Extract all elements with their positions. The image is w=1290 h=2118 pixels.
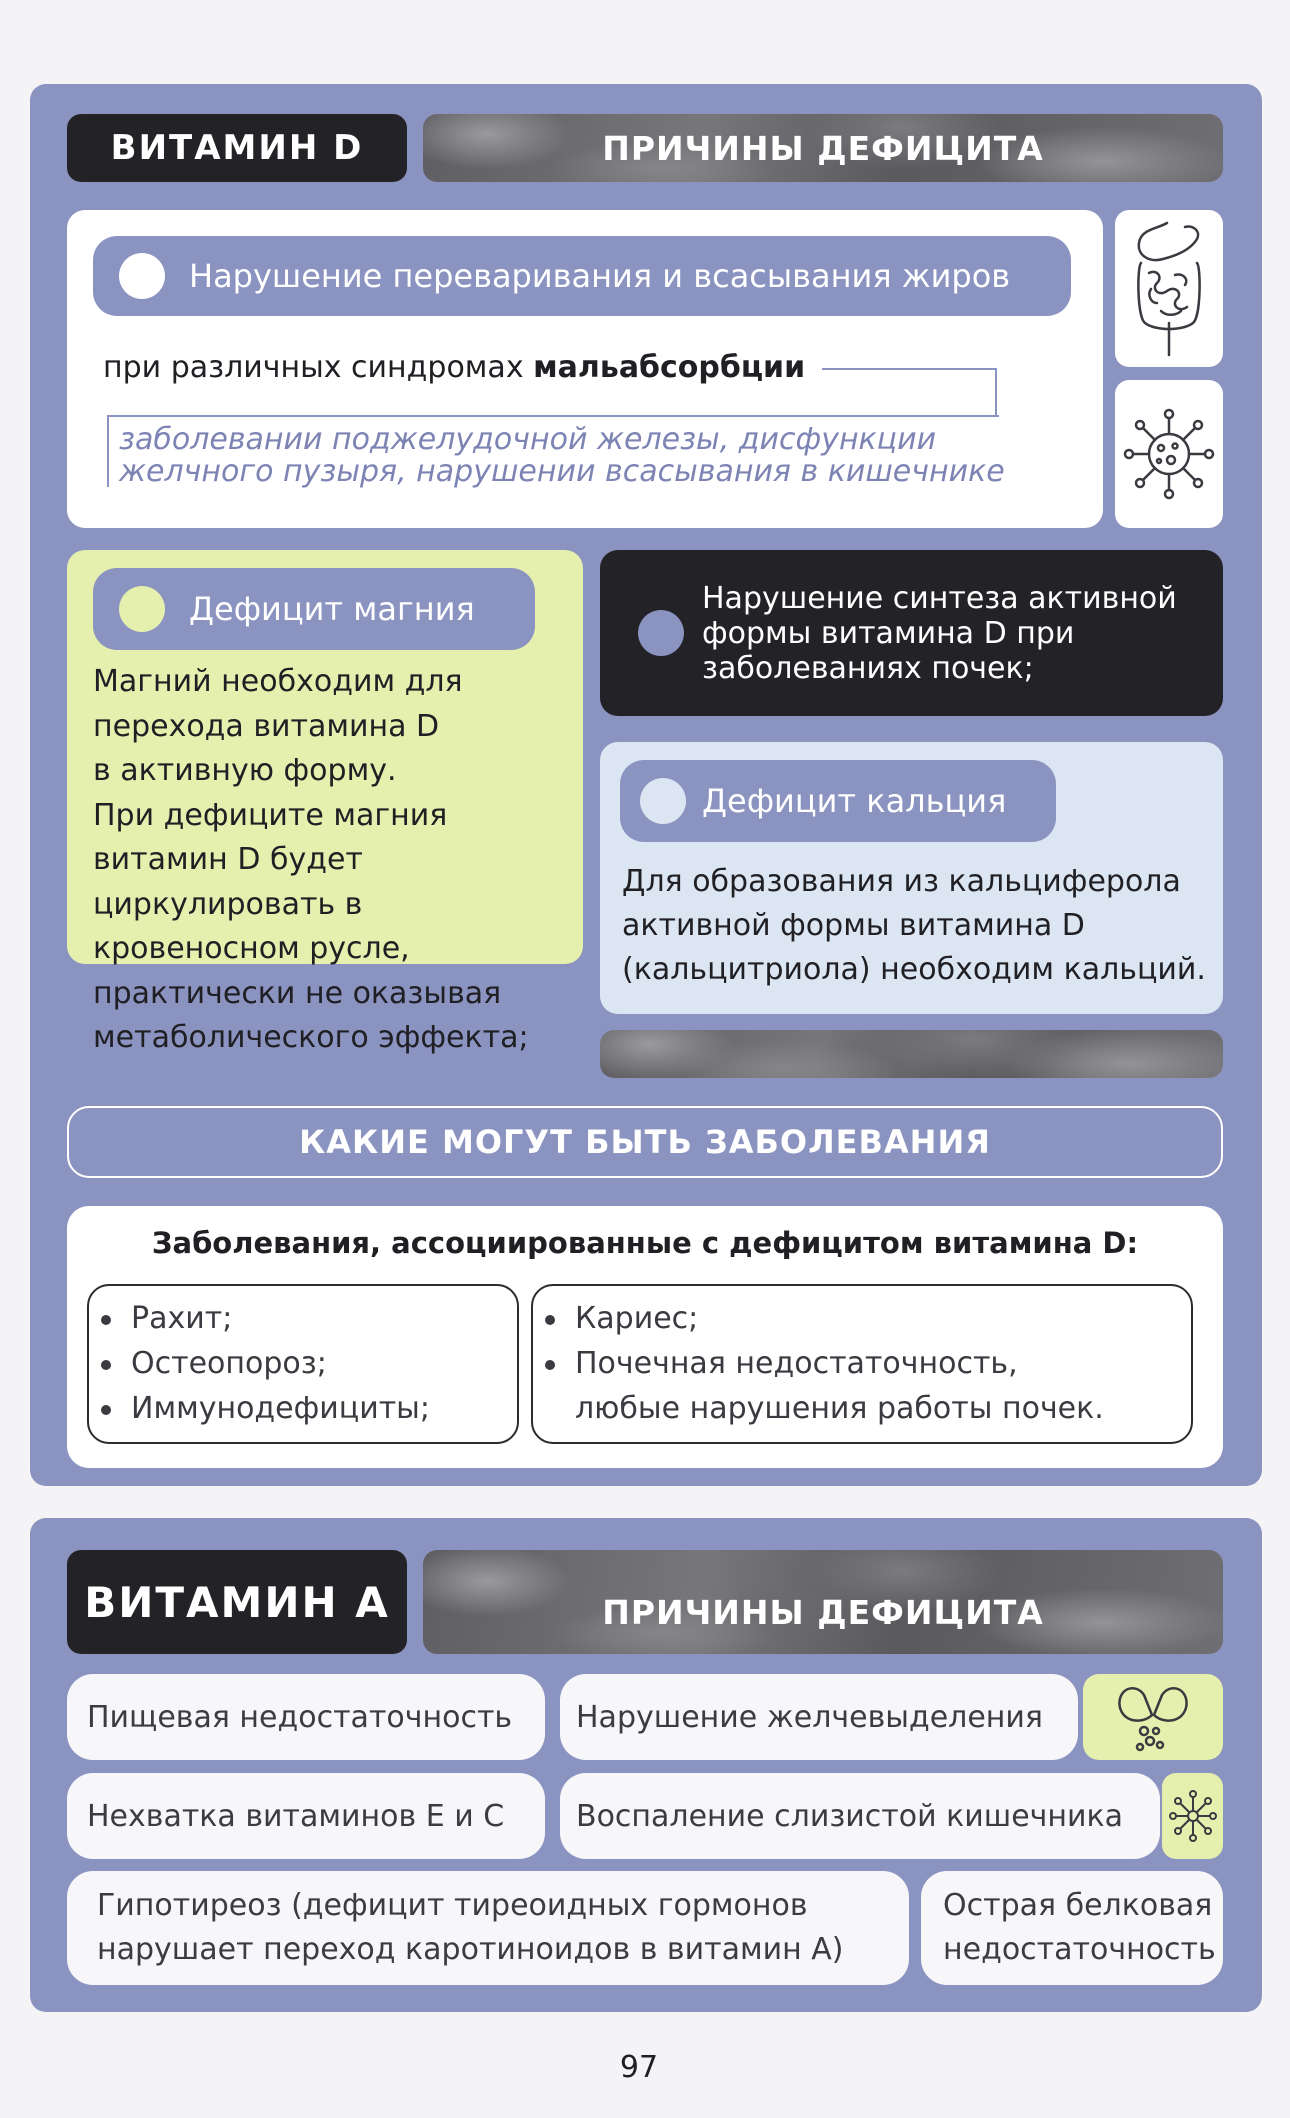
list-item: Остеопороз;: [131, 1341, 517, 1386]
fat-note-line: заболевании поджелудочной железы, дисфункции: [119, 422, 937, 457]
malabsorption-text: при различных синдромах: [103, 350, 534, 385]
magnesium-card: [67, 550, 583, 1055]
fat-absorption-label: Нарушение переваривания и всасывания жиров: [189, 257, 1011, 295]
vitamins-ec-card: Нехватка витаминов Е и С: [67, 1773, 545, 1859]
capsule-icon-box: [1083, 1674, 1223, 1760]
list-item: Кариес;: [575, 1296, 1191, 1341]
protein-deficiency-line: Острая белковая: [943, 1888, 1213, 1923]
page-number: 97: [619, 2050, 659, 2085]
diseases-list-left: [87, 1284, 519, 1444]
vitamin-a-title: ВИТАМИН А: [67, 1550, 407, 1654]
list-item: Рахит;: [131, 1296, 517, 1341]
virus-icon: [1121, 406, 1217, 502]
magnesium-line: кровеносном русле,: [93, 931, 410, 966]
diseases-list-right: [531, 1284, 1193, 1444]
magnesium-line: Магний необходим для: [93, 664, 463, 699]
vitamin-a-causes-header: ПРИЧИНЫ ДЕФИЦИТА: [423, 1550, 1223, 1654]
bullet-dot: [640, 778, 686, 824]
diseases-header: КАКИЕ МОГУТ БЫТЬ ЗАБОЛЕВАНИЯ: [67, 1106, 1223, 1178]
diseases-title: Заболевания, ассоциированные с дефицитом витамина D:: [151, 1226, 1139, 1260]
intestine-icon-box: [1115, 210, 1223, 367]
bullet-dot: [638, 610, 684, 656]
virus-icon-box: [1115, 380, 1223, 528]
hypothyroidism-line: Гипотиреоз (дефицит тиреоидных гормонов: [97, 1888, 808, 1923]
list-item-continued: любые нарушения работы почек.: [575, 1391, 1104, 1426]
fat-absorption-card: [67, 210, 1103, 528]
bullet-dot: [119, 586, 165, 632]
molecule-icon-box: [1162, 1773, 1223, 1859]
food-deficiency-card: Пищевая недостаточность: [67, 1674, 545, 1760]
kidney-line: заболеваниях почек;: [702, 650, 1034, 686]
magnesium-text: [93, 660, 529, 1061]
calcium-card: [600, 742, 1223, 1014]
molecule-icon: [1166, 1785, 1220, 1847]
fat-absorption-pill: [93, 236, 1071, 316]
calcium-line: активной формы витамина D: [622, 908, 1085, 943]
magnesium-line: перехода витамина D: [93, 708, 440, 744]
magnesium-line: витамин D будет: [93, 842, 363, 877]
magnesium-pill: [93, 568, 535, 650]
protein-deficiency-card: [921, 1871, 1223, 1985]
protein-deficiency-text: [943, 1884, 1216, 1972]
calcium-pill: [620, 760, 1056, 842]
hypothyroidism-card: [67, 1871, 909, 1985]
kidney-line: Нарушение синтеза активной: [702, 580, 1177, 616]
protein-deficiency-line: недостаточность: [943, 1932, 1216, 1967]
vitamin-d-causes-header: ПРИЧИНЫ ДЕФИЦИТА: [423, 114, 1223, 182]
kidney-line: формы витамина D при: [702, 615, 1075, 651]
calcium-label: Дефицит кальция: [702, 782, 1007, 820]
magnesium-line: в активную форму.: [93, 753, 397, 788]
list-item: Почечная недостаточность,: [575, 1341, 1191, 1386]
list-item: Иммунодефициты;: [131, 1386, 517, 1431]
hypothyroidism-line: нарушает переход каротиноидов в витамин А): [97, 1932, 844, 1967]
calcium-text: [622, 860, 1206, 992]
intestine-icon: [1127, 219, 1211, 359]
magnesium-line: циркулировать в: [93, 886, 363, 922]
bullet-dot: [119, 253, 165, 299]
bowel-inflammation-card: Воспаление слизистой кишечника: [560, 1773, 1160, 1859]
connector-line: [822, 368, 997, 416]
magnesium-line: При дефиците магния: [93, 797, 448, 833]
kidney-text: [702, 581, 1177, 686]
vitamin-d-title: ВИТАМИН D: [67, 114, 407, 182]
capsule-icon: [1108, 1679, 1198, 1755]
malabsorption-line: [103, 350, 805, 385]
vitamin-a-panel: [30, 1518, 1262, 2012]
magnesium-line: метаболического эффекта;: [93, 1020, 529, 1055]
connector-line: [107, 415, 999, 417]
magnesium-line: практически не оказывая: [93, 975, 502, 1011]
connector-line: [107, 415, 109, 487]
diseases-card: [67, 1206, 1223, 1468]
calcium-line: (кальцитриола) необходим кальций.: [622, 952, 1206, 987]
bile-disorder-card: Нарушение желчевыделения: [560, 1674, 1078, 1760]
malabsorption-bold: мальабсорбции: [533, 350, 806, 385]
kidney-card: [600, 550, 1223, 716]
calcium-line: Для образования из кальциферола: [622, 864, 1181, 899]
fat-note: [119, 424, 1005, 488]
magnesium-label: Дефицит магния: [189, 590, 475, 628]
vitamin-d-panel: [30, 84, 1262, 1486]
hypothyroidism-text: [97, 1884, 843, 1972]
fat-note-line: желчного пузыря, нарушении всасывания в кишечнике: [119, 454, 1005, 489]
stone-strip: [600, 1030, 1223, 1078]
